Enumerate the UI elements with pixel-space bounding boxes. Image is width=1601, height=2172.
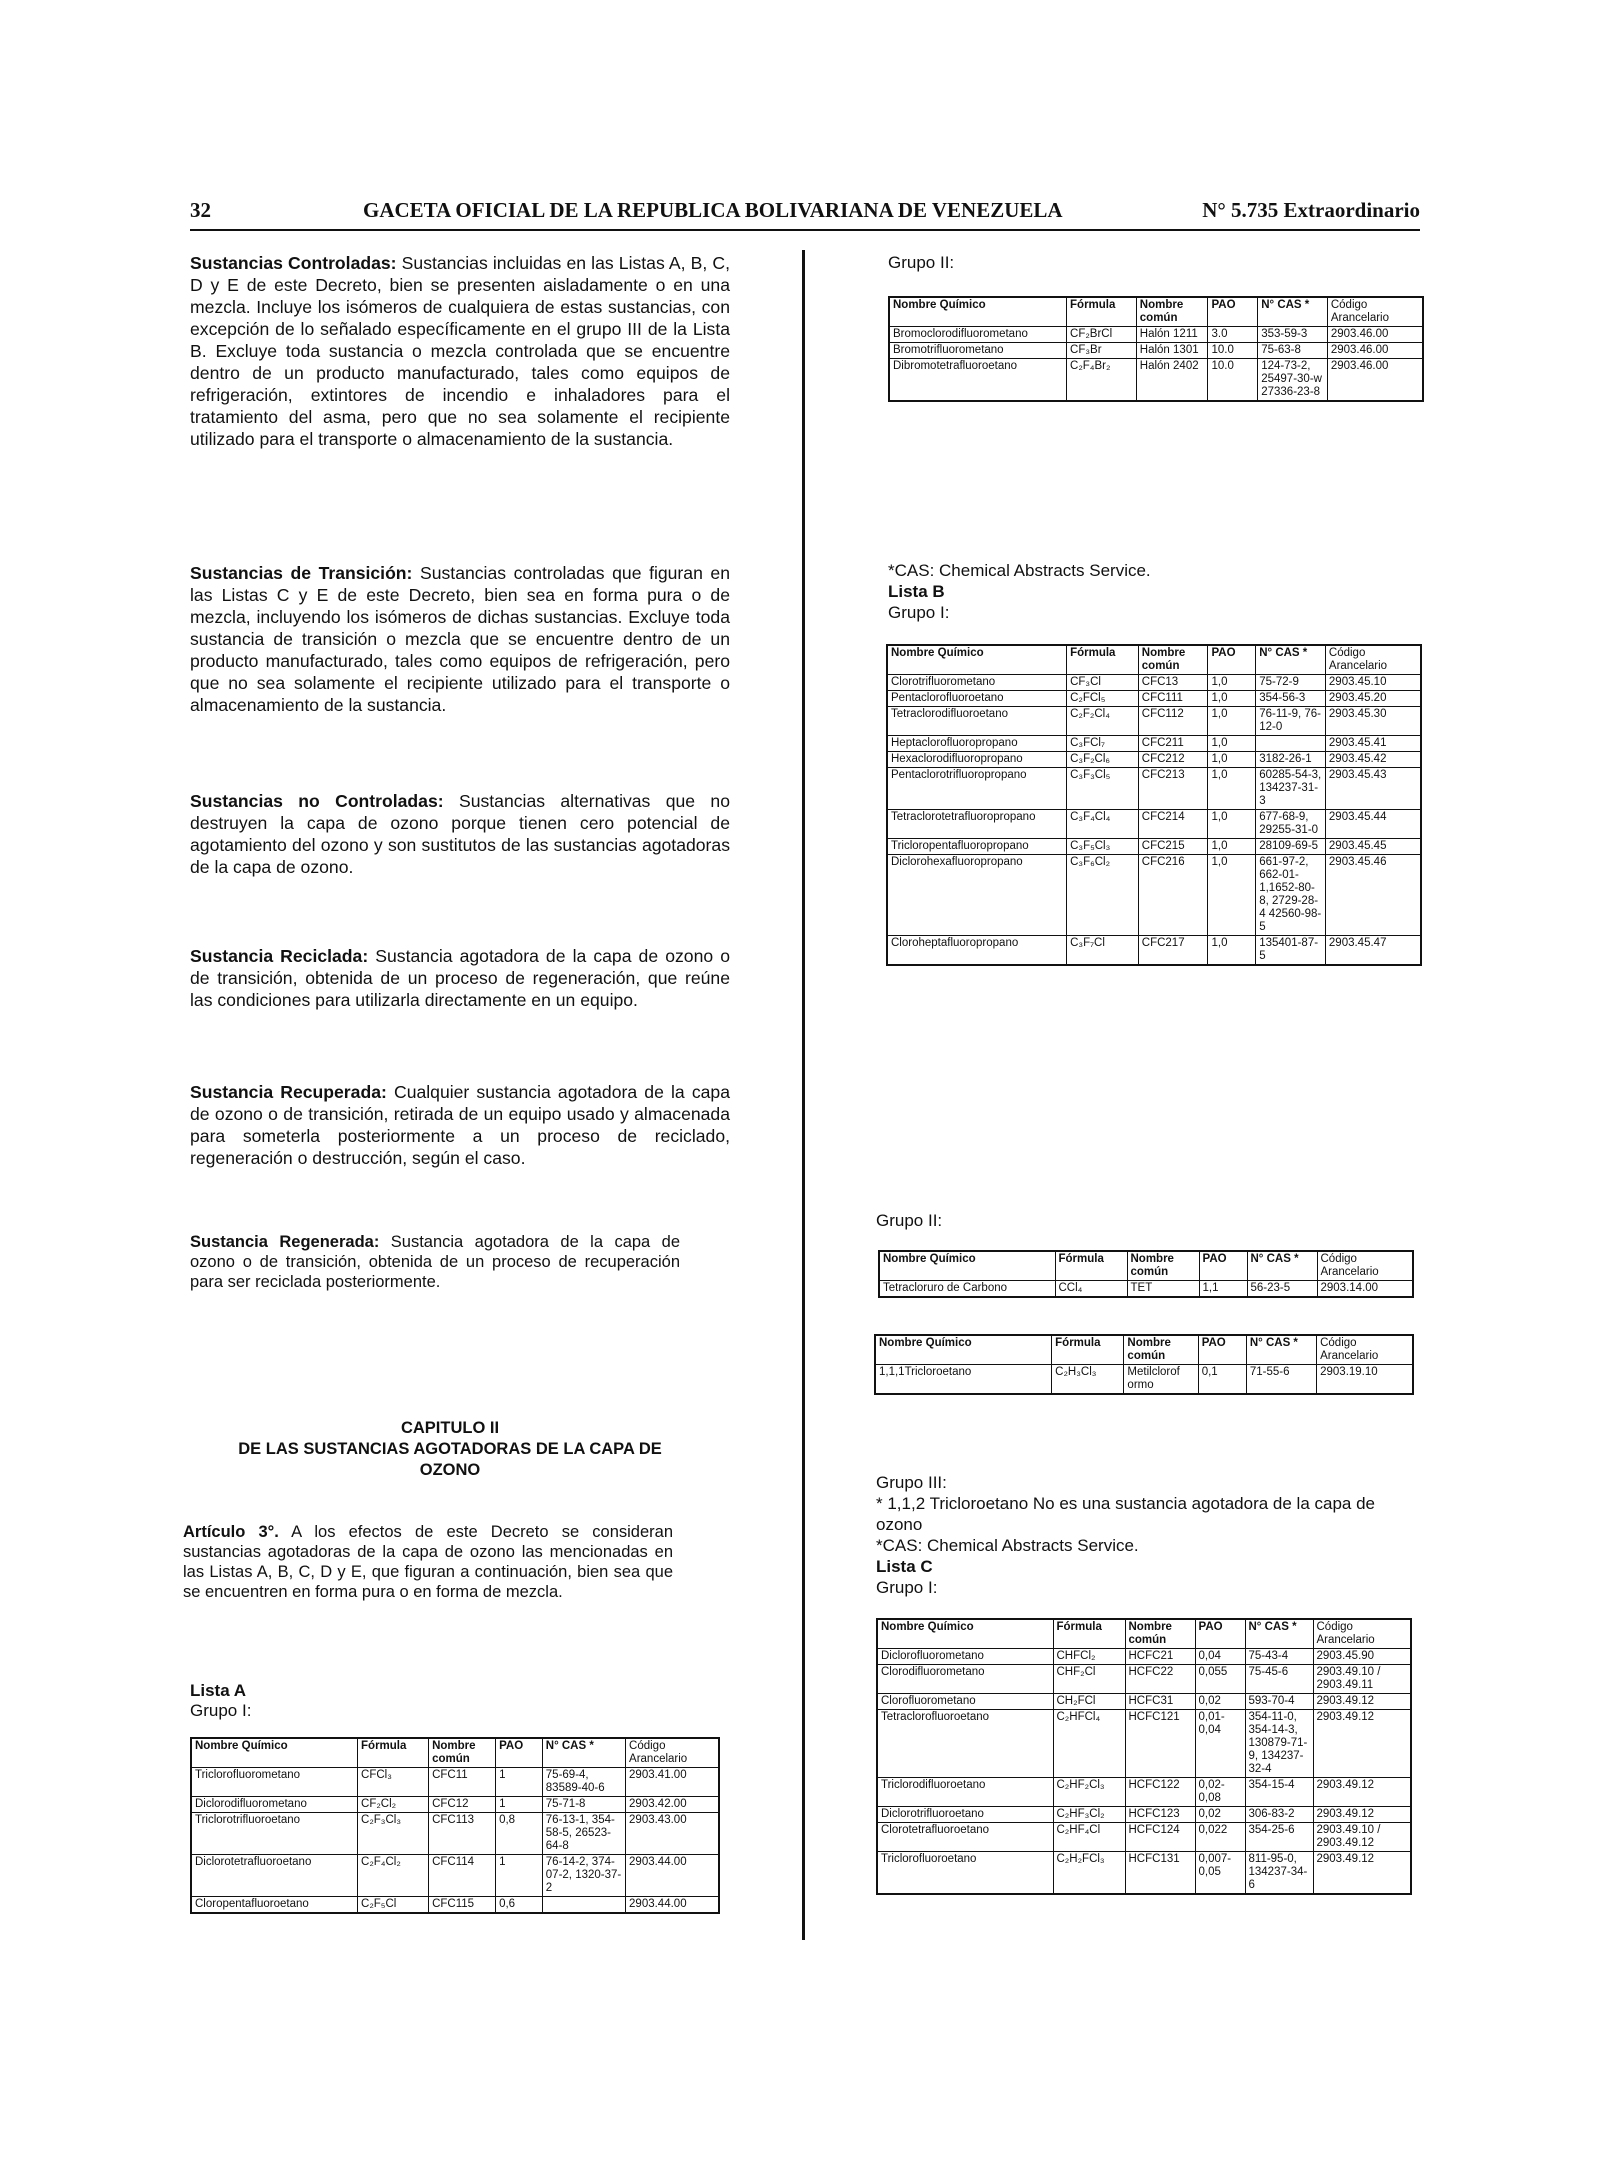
cell-nombre: Clorotetrafluoroetano [877,1823,1053,1852]
table-row [887,768,1421,810]
cell-comun: CFC212 [1138,752,1208,768]
cell-pao: 0,022 [1195,1823,1245,1852]
cell-nombre: Clorodifluorometano [877,1665,1053,1694]
cell-cas: 593-70-4 [1245,1694,1313,1710]
article-label: Artículo 3°. [183,1523,279,1541]
cell-nombre: Triclorodifluoroetano [877,1778,1053,1807]
table-row [877,1852,1411,1895]
cell-formula: C₃FCl₇ [1067,736,1139,752]
cell-pao: 1,0 [1208,736,1256,752]
cell-pao: 1,0 [1208,768,1256,810]
cell-pao: 10.0 [1208,359,1258,402]
cell-codigo: 2903.43.00 [626,1813,719,1855]
term: Sustancia Recuperada: [190,1082,387,1102]
table-row [877,1823,1411,1852]
issue-number: N° 5.735 Extraordinario [1202,198,1420,222]
table-row [191,1797,719,1813]
cell-comun: CFC215 [1138,839,1208,855]
cell-formula: C₂HF₄Cl [1053,1823,1125,1852]
cell-formula: C₂F₄Br₂ [1067,359,1137,402]
column-divider [802,250,805,1940]
cell-cas: 75-43-4 [1245,1649,1313,1665]
cell-cas: 124-73-2, 25497-30-w 27336-23-8 [1258,359,1328,402]
cell-comun: Metilclorof ormo [1124,1365,1198,1395]
col-formula: Fórmula [1053,1619,1125,1649]
cell-cas: 677-68-9, 29255-31-0 [1256,810,1326,839]
definition-no-controladas: Sustancias no Controladas: Sustancias alternativas que no destruyen la capa de ozono porque tienen cero potencial de agotamiento del ozono y son sustitutos de las sustancias agotadoras de la capa de ozono. [190,791,730,877]
cell-formula: CHF₂Cl [1053,1665,1125,1694]
cell-formula: C₂HF₃Cl₂ [1053,1807,1125,1823]
definition-recuperada: Sustancia Recuperada: Cualquier sustancia agotadora de la capa de ozono o de transición, retirada de un equipo usado y almacenada para someterla posteriormente a un proceso de reciclado, regeneración o destrucción, según el caso. [190,1082,730,1168]
cell-codigo: 2903.45.41 [1325,736,1421,752]
cell-codigo: 2903.44.00 [626,1897,719,1914]
cell-comun: CFC11 [429,1768,496,1797]
lista-a-label: Lista A [190,1681,247,1700]
col-comun: Nombre común [1124,1335,1198,1365]
col-nombre: Nombre Químico [191,1738,358,1768]
col-pao: PAO [1208,645,1256,675]
col-cas: N° CAS * [1258,297,1328,327]
col-formula: Fórmula [1052,1335,1124,1365]
lista-c-label: Lista C [876,1557,933,1576]
cell-cas: 56-23-5 [1247,1281,1317,1298]
cell-comun: CFC12 [429,1797,496,1813]
cell-comun: CFC217 [1138,936,1208,966]
cell-formula: CF₂BrCl [1067,327,1137,343]
table-row [877,1649,1411,1665]
cell-nombre: Diclorodifluorometano [191,1797,358,1813]
cell-nombre: 1,1,1Tricloroetano [875,1365,1052,1395]
cell-cas: 28109-69-5 [1256,839,1326,855]
cell-codigo: 2903.19.10 [1317,1365,1413,1395]
table-lista-c-grupo-i [876,1618,1412,1895]
cell-pao: 0,01-0,04 [1195,1710,1245,1778]
cell-comun: HCFC22 [1125,1665,1195,1694]
cell-codigo: 2903.45.45 [1325,839,1421,855]
term: Sustancias no Controladas: [190,791,444,811]
cell-codigo: 2903.46.00 [1327,359,1423,402]
cell-cas: 76-11-9, 76-12-0 [1256,707,1326,736]
col-pao: PAO [1199,1251,1247,1281]
col-formula: Fórmula [358,1738,429,1768]
table-row [887,736,1421,752]
cell-nombre: Diclorofluorometano [877,1649,1053,1665]
col-comun: Nombre común [1136,297,1208,327]
definition-controladas: Sustancias Controladas: Sustancias incluidas en las Listas A, B, C, D y E de este Decreto, bien se presenten aisladamente o en una mezcla. Incluye los isómeros de cualquiera de estas sustancias, con excepción de lo señalado específicamente en el grupo III de la Lista B. Excluye toda sustancia o mezcla controlada que se encuentre dentro de un producto manufacturado, tales como equipos de refrigeración, extintores de incendio e inhaladores para el tratamiento del asma, pero que no sea solamente el recipiente utilizado para el transporte o almacenamiento de la sustancia. [190,253,731,449]
cell-cas: 354-25-6 [1245,1823,1313,1852]
cell-comun: HCFC122 [1125,1778,1195,1807]
col-codigo: Código Arancelario [1317,1335,1413,1365]
term: Sustancias de Transición: [190,563,413,583]
col-nombre: Nombre Químico [875,1335,1052,1365]
col-pao: PAO [1198,1335,1246,1365]
cell-codigo: 2903.45.90 [1313,1649,1411,1665]
cell-cas: 3182-26-1 [1256,752,1326,768]
cell-formula: CF₂Cl₂ [358,1797,429,1813]
cell-cas: 60285-54-3, 134237-31-3 [1256,768,1326,810]
table-row [191,1855,719,1897]
cell-codigo: 2903.49.12 [1313,1778,1411,1807]
cell-formula: C₂HFCl₄ [1053,1710,1125,1778]
cell-comun: CFC211 [1138,736,1208,752]
cell-codigo: 2903.49.10 / 2903.49.12 [1313,1823,1411,1852]
cell-comun: HCFC124 [1125,1823,1195,1852]
cell-comun: HCFC123 [1125,1807,1195,1823]
cell-formula: C₂H₃Cl₃ [1052,1365,1124,1395]
cell-codigo: 2903.49.12 [1313,1807,1411,1823]
cell-cas: 353-59-3 [1258,327,1328,343]
definition-reciclada: Sustancia Reciclada: Sustancia agotadora de la capa de ozono o de transición, obtenida de un proceso de regeneración, que reúne las condiciones para utilizarla directamente en un equipo. [190,946,730,1010]
cell-pao: 1,0 [1208,839,1256,855]
cell-formula: CF₃Cl [1067,675,1139,691]
col-comun: Nombre común [1125,1619,1195,1649]
cell-comun: Halón 2402 [1136,359,1208,402]
table-row [887,810,1421,839]
cell-cas [542,1897,625,1914]
cell-pao: 1 [496,1797,543,1813]
lista-b-label: Lista B [888,582,945,601]
col-comun: Nombre común [1127,1251,1199,1281]
cell-cas: 75-63-8 [1258,343,1328,359]
cell-codigo: 2903.45.30 [1325,707,1421,736]
cell-comun: Halón 1301 [1136,343,1208,359]
definition-regenerada: Sustancia Regenerada: Sustancia agotadora de la capa de ozono o de transición, obtenida de un proceso de recuperación para ser reciclada posteriormente. [190,1233,680,1291]
cell-comun: CFC214 [1138,810,1208,839]
cell-formula: C₂F₂Cl₄ [1067,707,1139,736]
table-row [191,1768,719,1797]
cell-codigo: 2903.45.20 [1325,691,1421,707]
cell-codigo: 2903.49.12 [1313,1694,1411,1710]
cell-comun: CFC113 [429,1813,496,1855]
cell-cas: 354-15-4 [1245,1778,1313,1807]
table-row [889,343,1423,359]
term: Sustancia Regenerada: [190,1233,380,1251]
cell-pao: 1,1 [1199,1281,1247,1298]
cell-comun: HCFC121 [1125,1710,1195,1778]
cell-codigo: 2903.49.12 [1313,1852,1411,1895]
cell-nombre: Triclorotrifluoroetano [191,1813,358,1855]
col-formula: Fórmula [1055,1251,1127,1281]
col-codigo: Código Arancelario [1325,645,1421,675]
cell-cas [1256,736,1326,752]
cell-formula: CFCl₃ [358,1768,429,1797]
page-number: 32 [190,198,211,222]
cell-comun: CFC111 [1138,691,1208,707]
cell-nombre: Pentaclorofluoroetano [887,691,1067,707]
table-row [889,327,1423,343]
table-row [887,707,1421,736]
table-lista-a-grupo-ii [888,296,1424,402]
cell-codigo: 2903.45.42 [1325,752,1421,768]
col-cas: N° CAS * [1246,1335,1316,1365]
cell-codigo: 2903.45.47 [1325,936,1421,966]
col-cas: N° CAS * [1247,1251,1317,1281]
cell-nombre: Tricloropentafluoropropano [887,839,1067,855]
table-lista-a-grupo-i [190,1737,720,1914]
table-row [191,1813,719,1855]
table-row [887,936,1421,966]
cell-cas: 75-71-8 [542,1797,625,1813]
cell-pao: 0,04 [1195,1649,1245,1665]
cell-pao: 1,0 [1208,936,1256,966]
cell-nombre: Triclorofluoroetano [877,1852,1053,1895]
lista-b-grupo-ii-label: Grupo II: [876,1211,943,1230]
cell-pao: 1,0 [1208,691,1256,707]
cell-comun: HCFC31 [1125,1694,1195,1710]
cell-cas: 76-13-1, 354-58-5, 26523-64-8 [542,1813,625,1855]
cell-pao: 0,055 [1195,1665,1245,1694]
cell-cas: 306-83-2 [1245,1807,1313,1823]
cell-codigo: 2903.45.43 [1325,768,1421,810]
cell-codigo: 2903.42.00 [626,1797,719,1813]
cell-comun: CFC213 [1138,768,1208,810]
cell-cas: 76-14-2, 374-07-2, 1320-37-2 [542,1855,625,1897]
table-lista-b-grupo-ii [878,1250,1414,1298]
col-formula: Fórmula [1067,645,1139,675]
cell-comun: TET [1127,1281,1199,1298]
cell-pao: 1,0 [1208,675,1256,691]
cell-codigo: 2903.14.00 [1317,1281,1413,1298]
cell-nombre: Heptaclorofluoropropano [887,736,1067,752]
table-row [887,691,1421,707]
table-row [877,1694,1411,1710]
cell-cas: 135401-87-5 [1256,936,1326,966]
col-pao: PAO [1208,297,1258,327]
cell-pao: 1 [496,1855,543,1897]
lista-a-grupo-i-label: Grupo I: [190,1701,252,1720]
cell-pao: 3.0 [1208,327,1258,343]
col-cas: N° CAS * [542,1738,625,1768]
table-row [887,839,1421,855]
cell-comun: HCFC131 [1125,1852,1195,1895]
cell-nombre: Tetraclorofluoroetano [877,1710,1053,1778]
cell-nombre: Tetraclorotetrafluoropropano [887,810,1067,839]
table-row [877,1665,1411,1694]
cell-formula: CHFCl₂ [1053,1649,1125,1665]
cell-formula: C₂F₃Cl₃ [358,1813,429,1855]
cell-formula: C₃F₆Cl₂ [1067,855,1139,936]
gazette-title: GACETA OFICIAL DE LA REPUBLICA BOLIVARIANA DE VENEZUELA [363,198,1063,222]
cell-pao: 0,02 [1195,1694,1245,1710]
cell-cas: 75-69-4, 83589-40-6 [542,1768,625,1797]
cell-nombre: Triclorofluorometano [191,1768,358,1797]
cell-pao: 0,02 [1195,1807,1245,1823]
col-nombre: Nombre Químico [879,1251,1055,1281]
cell-formula: C₂F₄Cl₂ [358,1855,429,1897]
cell-formula: C₂HF₂Cl₃ [1053,1778,1125,1807]
cell-nombre: Tetraclorodifluoroetano [887,707,1067,736]
cell-nombre: Hexaclorodifluoropropano [887,752,1067,768]
page-header [190,198,1420,228]
table-lista-b-grupo-i [886,644,1422,966]
cell-pao: 1,0 [1208,707,1256,736]
cas-note: *CAS: Chemical Abstracts Service. [888,561,1151,580]
table-row [191,1897,719,1914]
cell-codigo: 2903.41.00 [626,1768,719,1797]
table-row [877,1807,1411,1823]
table-row [887,752,1421,768]
cell-formula: C₂H₂FCl₃ [1053,1852,1125,1895]
table-row [879,1281,1413,1298]
cell-cas: 811-95-0, 134237-34-6 [1245,1852,1313,1895]
cell-pao: 10.0 [1208,343,1258,359]
cell-codigo: 2903.46.00 [1327,327,1423,343]
cell-formula: C₃F₄Cl₄ [1067,810,1139,839]
cell-comun: HCFC21 [1125,1649,1195,1665]
cell-codigo: 2903.46.00 [1327,343,1423,359]
cell-nombre: Bromotrifluorometano [889,343,1067,359]
col-comun: Nombre común [429,1738,496,1768]
col-formula: Fórmula [1067,297,1137,327]
cell-nombre: Clorofluorometano [877,1694,1053,1710]
cell-formula: C₂F₅Cl [358,1897,429,1914]
cas-note: *CAS: Chemical Abstracts Service. [876,1536,1139,1555]
col-nombre: Nombre Químico [887,645,1067,675]
table-row [877,1710,1411,1778]
cell-cas: 354-11-0, 354-14-3, 130879-71-9, 134237-32-4 [1245,1710,1313,1778]
cell-pao: 0,6 [496,1897,543,1914]
term: Sustancias Controladas: [190,253,397,273]
cell-comun: CFC13 [1138,675,1208,691]
table-row [887,675,1421,691]
cell-codigo: 2903.49.12 [1313,1710,1411,1778]
cell-pao: 0,1 [1198,1365,1246,1395]
cell-nombre: Diclorohexafluoropropano [887,855,1067,936]
cell-codigo: 2903.45.46 [1325,855,1421,936]
cell-formula: C₃F₃Cl₅ [1067,768,1139,810]
cell-nombre: Pentaclorotrifluoropropano [887,768,1067,810]
cell-pao: 1 [496,1768,543,1797]
cell-pao: 1,0 [1208,752,1256,768]
col-comun: Nombre común [1138,645,1208,675]
cell-comun: CFC114 [429,1855,496,1897]
lista-b-grupo-iii-label: Grupo III: [876,1473,947,1492]
cell-cas: 354-56-3 [1256,691,1326,707]
cell-formula: C₃F₂Cl₆ [1067,752,1139,768]
col-pao: PAO [1195,1619,1245,1649]
cell-pao: 0,007-0,05 [1195,1852,1245,1895]
col-nombre: Nombre Químico [889,297,1067,327]
cell-codigo: 2903.49.10 / 2903.49.11 [1313,1665,1411,1694]
col-cas: N° CAS * [1245,1619,1313,1649]
table-row [887,855,1421,936]
cell-nombre: Dibromotetrafluoroetano [889,359,1067,402]
table-row [889,359,1423,402]
col-cas: N° CAS * [1256,645,1326,675]
cell-comun: Halón 1211 [1136,327,1208,343]
term: Sustancia Reciclada: [190,946,369,966]
header-rule [190,229,1420,231]
cell-formula: CCl₄ [1055,1281,1127,1298]
article-3: Artículo 3°. A los efectos de este Decreto se consideran sustancias agotadoras de la capa de ozono las mencionadas en las Listas A, B, C, D y E, que figuran a continuación, bien sea que se encuentren en forma pura o en forma de mezcla. [183,1523,674,1601]
cell-comun: CFC112 [1138,707,1208,736]
table-row [875,1365,1413,1395]
cell-pao: 1,0 [1208,855,1256,936]
cell-pao: 1,0 [1208,810,1256,839]
cell-nombre: Bromoclorodifluorometano [889,327,1067,343]
tricloroetano-note: * 1,1,2 Tricloroetano No es una sustancia agotadora de la capa de ozono [876,1494,1376,1534]
table-lista-b-grupo-iii [874,1334,1414,1395]
cell-nombre: Clorotrifluorometano [887,675,1067,691]
cell-formula: C₂FCl₅ [1067,691,1139,707]
cell-comun: CFC216 [1138,855,1208,936]
col-codigo: Código Arancelario [1327,297,1423,327]
cell-nombre: Cloropentafluoroetano [191,1897,358,1914]
cell-nombre: Diclorotrifluoroetano [877,1807,1053,1823]
cell-cas: 71-55-6 [1246,1365,1316,1395]
col-codigo: Código Arancelario [1313,1619,1411,1649]
cell-nombre: Diclorotetrafluoroetano [191,1855,358,1897]
col-codigo: Código Arancelario [1317,1251,1413,1281]
cell-cas: 661-97-2, 662-01-1,1652-80-8, 2729-28-4 42560-98-5 [1256,855,1326,936]
cell-cas: 75-72-9 [1256,675,1326,691]
cell-pao: 0,8 [496,1813,543,1855]
cell-cas: 75-45-6 [1245,1665,1313,1694]
chapter-heading: CAPITULO II DE LAS SUSTANCIAS AGOTADORAS DE LA CAPA DE OZONO [238,1419,662,1479]
col-nombre: Nombre Químico [877,1619,1053,1649]
cell-codigo: 2903.45.44 [1325,810,1421,839]
cell-codigo: 2903.44.00 [626,1855,719,1897]
definition-transicion: Sustancias de Transición: Sustancias controladas que figuran en las Listas C y E de este Decreto, bien sea en forma pura o de mezcla, incluyendo los isómeros de dichas sustancias. Excluye toda sustancia de transición o mezcla que se encuentre dentro de un producto manufacturado, tales como equipos de refrigeración, pero que no sea solamente el recipiente utilizado para el transporte o almacenamiento de la sustancia. [190,563,730,715]
lista-b-grupo-i-label: Grupo I: [888,603,950,622]
cell-formula: C₃F₇Cl [1067,936,1139,966]
cell-nombre: Cloroheptafluoropropano [887,936,1067,966]
col-pao: PAO [496,1738,543,1768]
cell-pao: 0,02-0,08 [1195,1778,1245,1807]
cell-formula: CH₂FCl [1053,1694,1125,1710]
cell-nombre: Tetracloruro de Carbono [879,1281,1055,1298]
col-codigo: Código Arancelario [626,1738,719,1768]
table-row [877,1778,1411,1807]
cell-formula: C₃F₅Cl₃ [1067,839,1139,855]
cell-comun: CFC115 [429,1897,496,1914]
cell-formula: CF₃Br [1067,343,1137,359]
lista-a-grupo-ii-label: Grupo II: [888,253,955,272]
cell-codigo: 2903.45.10 [1325,675,1421,691]
lista-c-grupo-i-label: Grupo I: [876,1578,938,1597]
